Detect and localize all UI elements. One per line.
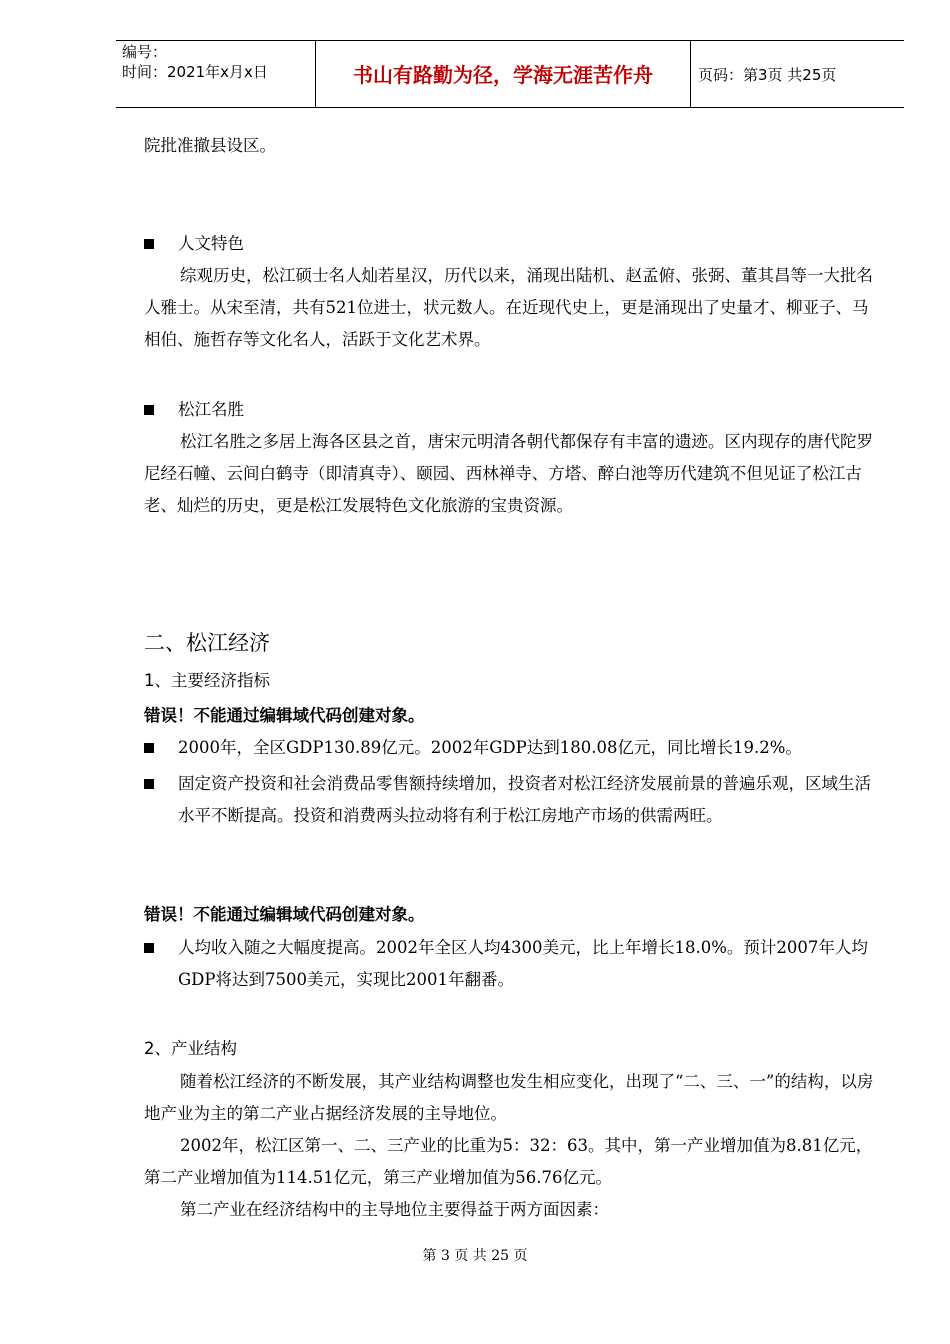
- bullet-income: [144, 932, 874, 996]
- bullet-gdp: [144, 732, 874, 764]
- header-number: 编号：: [122, 43, 168, 61]
- square-bullet-icon: [144, 405, 154, 415]
- header-motto: 书山有路勤为径，学海无涯苦作舟: [353, 63, 653, 87]
- culture-heading-row: [144, 228, 874, 260]
- bullet-investment: [144, 768, 874, 832]
- section-title-economy: 二、松江经济: [144, 631, 270, 655]
- structure-paragraph-1: 随着松江经济的不断发展，其产业结构调整也发生相应变化，出现了“二、三、一”的结构，以房地产业为主的第二产业占据经济发展的主导地位。: [144, 1072, 874, 1123]
- bullet-gdp-text: 2000年，全区GDP130.89亿元。2002年GDP达到180.08亿元，同比增长19.2%。: [178, 738, 802, 757]
- header-bottom-rule: [116, 107, 904, 108]
- top-line: 院批准撤县设区。: [144, 136, 276, 155]
- square-bullet-icon: [144, 779, 154, 789]
- bullet-income-text: 人均收入随之大幅度提高。2002年全区人均4300美元，比上年增长18.0%。预计2007年人均GDP将达到7500美元，实现比2001年翻番。: [178, 938, 868, 989]
- header-divider-right: [690, 40, 691, 107]
- culture-paragraph: 综观历史，松江硕士名人灿若星汉，历代以来，涌现出陆机、赵孟俯、张弼、董其昌等一大批名人雅士。从宋至清，共有521位进士，状元数人。在近现代史上，更是涌现出了史量才、柳亚子、马相伯、施哲存等文化名人，活跃于文化艺术界。: [144, 266, 873, 349]
- square-bullet-icon: [144, 239, 154, 249]
- bullet-investment-text: 固定资产投资和社会消费品零售额持续增加，投资者对松江经济发展前景的普遍乐观，区域生活水平不断提高。投资和消费两头拉动将有利于松江房地产市场的供需两旺。: [178, 774, 871, 825]
- subsection-title-indicators: 1、主要经济指标: [144, 671, 270, 690]
- header-page-number: 页码：第3页 共25页: [698, 66, 837, 84]
- scenic-heading-row: [144, 394, 874, 426]
- square-bullet-icon: [144, 943, 154, 953]
- scenic-heading: 松江名胜: [178, 400, 244, 419]
- structure-paragraph-2: 2002年，松江区第一、二、三产业的比重为5：32：63。其中，第一产业增加值为8.81亿元，第二产业增加值为114.51亿元，第三产业增加值为56.76亿元。: [144, 1136, 873, 1187]
- square-bullet-icon: [144, 743, 154, 753]
- error-message: 错误！不能通过编辑域代码创建对象。: [144, 706, 425, 725]
- culture-heading: 人文特色: [178, 234, 244, 253]
- header-top-rule: [116, 40, 904, 41]
- header-meta: [122, 42, 268, 82]
- header-time: 时间：2021年x月x日: [122, 63, 268, 81]
- page-footer: 第 3 页 共 25 页: [422, 1248, 528, 1264]
- scenic-paragraph: 松江名胜之多居上海各区县之首，唐宋元明清各朝代都保存有丰富的遗迹。区内现存的唐代陀罗尼经石幢、云间白鹤寺（即清真寺）、颐园、西林禅寺、方塔、醉白池等历代建筑不但见证了松江古老、灿烂的历史，更是松江发展特色文化旅游的宝贵资源。: [144, 432, 873, 515]
- error-message: 错误！不能通过编辑域代码创建对象。: [144, 905, 425, 924]
- structure-paragraph-3: 第二产业在经济结构中的主导地位主要得益于两方面因素：: [180, 1200, 609, 1219]
- subsection-title-structure: 2、产业结构: [144, 1039, 237, 1058]
